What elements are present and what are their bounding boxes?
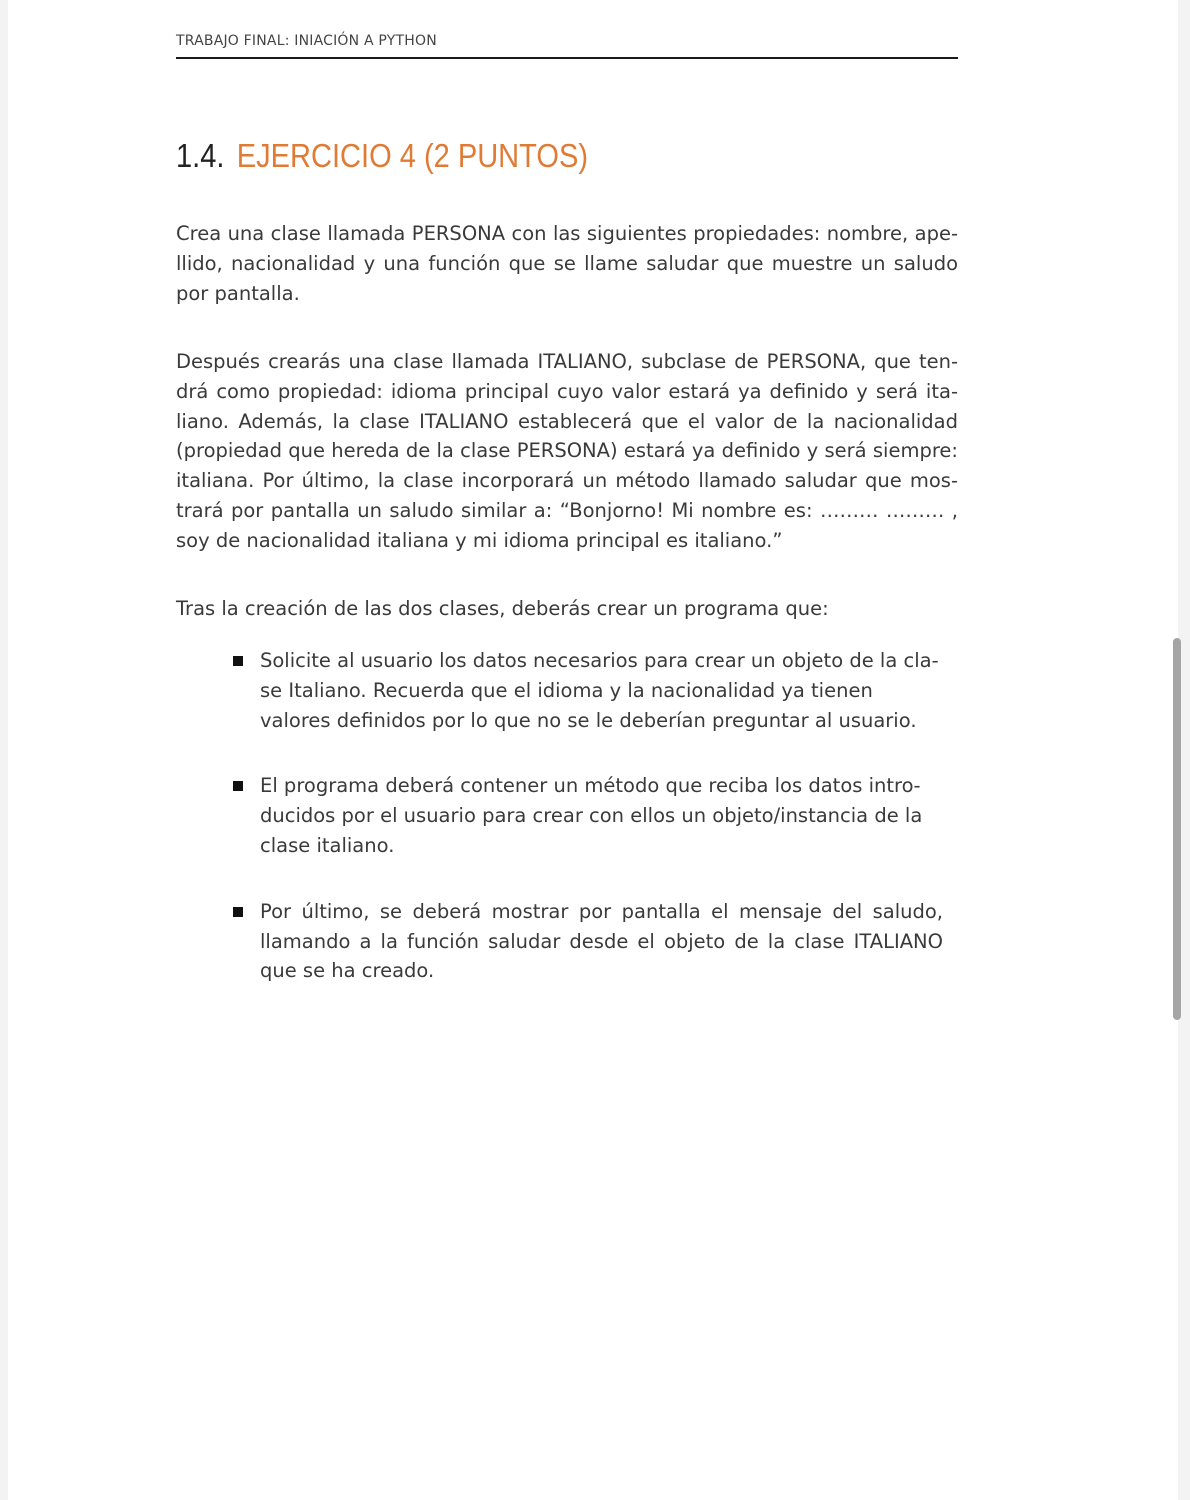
list-item-text: Por último, se deberá mostrar por pantalla el mensaje del saludo, llamando a la función saludar desde el objeto de la clase ITALIANO que se ha creado.	[260, 899, 943, 983]
paragraph-program-intro: Tras la creación de las dos clases, deberás crear un programa que:	[176, 597, 829, 620]
running-header: TRABAJO FINAL: INIACIÓN A PYTHON	[176, 33, 958, 59]
list-item	[176, 897, 958, 986]
list-item-text: El programa deberá contener un método que reciba los datos introducidos por el usuario para crear con ellos un objeto/instancia de la clase italiano.	[260, 774, 923, 857]
square-bullet-icon	[233, 781, 243, 791]
requirements-list	[176, 646, 958, 1022]
scrollbar-thumb[interactable]	[1173, 638, 1181, 1020]
section-number: 1.4.	[176, 137, 225, 174]
list-item	[176, 646, 958, 735]
list-item	[176, 771, 958, 860]
square-bullet-icon	[233, 907, 243, 917]
document-page	[8, 0, 1178, 1500]
square-bullet-icon	[233, 656, 243, 666]
list-item-text: Solicite al usuario los datos necesarios para crear un objeto de la clase Italiano. Recuerda que el idioma y la nacionalidad ya tienen valores definidos por lo que no se le deberían preguntar al usuario.	[260, 649, 939, 732]
paragraph-italiano-class: Después crearás una clase llamada ITALIANO, subclase de PERSONA, que tendrá como propiedad: idioma principal cuyo valor estará ya definido y será italiano. Además, la clase ITALIANO establecerá que el valor de la nacionalidad (propiedad que hereda de la clase PERSONA) estará ya definido y será siempre: italiana. Por último, la clase incorporará un método llamado saludar que mostrará por pantalla un saludo similar a: “Bonjorno! Mi nombre es: ……… ……… , soy de nacionalidad italiana y mi idioma principal es italiano.”	[176, 350, 958, 552]
vertical-scrollbar[interactable]	[1170, 0, 1182, 1500]
paragraph-persona-class: Crea una clase llamada PERSONA con las siguientes propiedades: nombre, apellido, nacionalidad y una función que se llame saludar que muestre un saludo por pantalla.	[176, 222, 958, 305]
section-title: EJERCICIO 4 (2 PUNTOS)	[236, 137, 589, 174]
section-heading	[176, 132, 588, 180]
